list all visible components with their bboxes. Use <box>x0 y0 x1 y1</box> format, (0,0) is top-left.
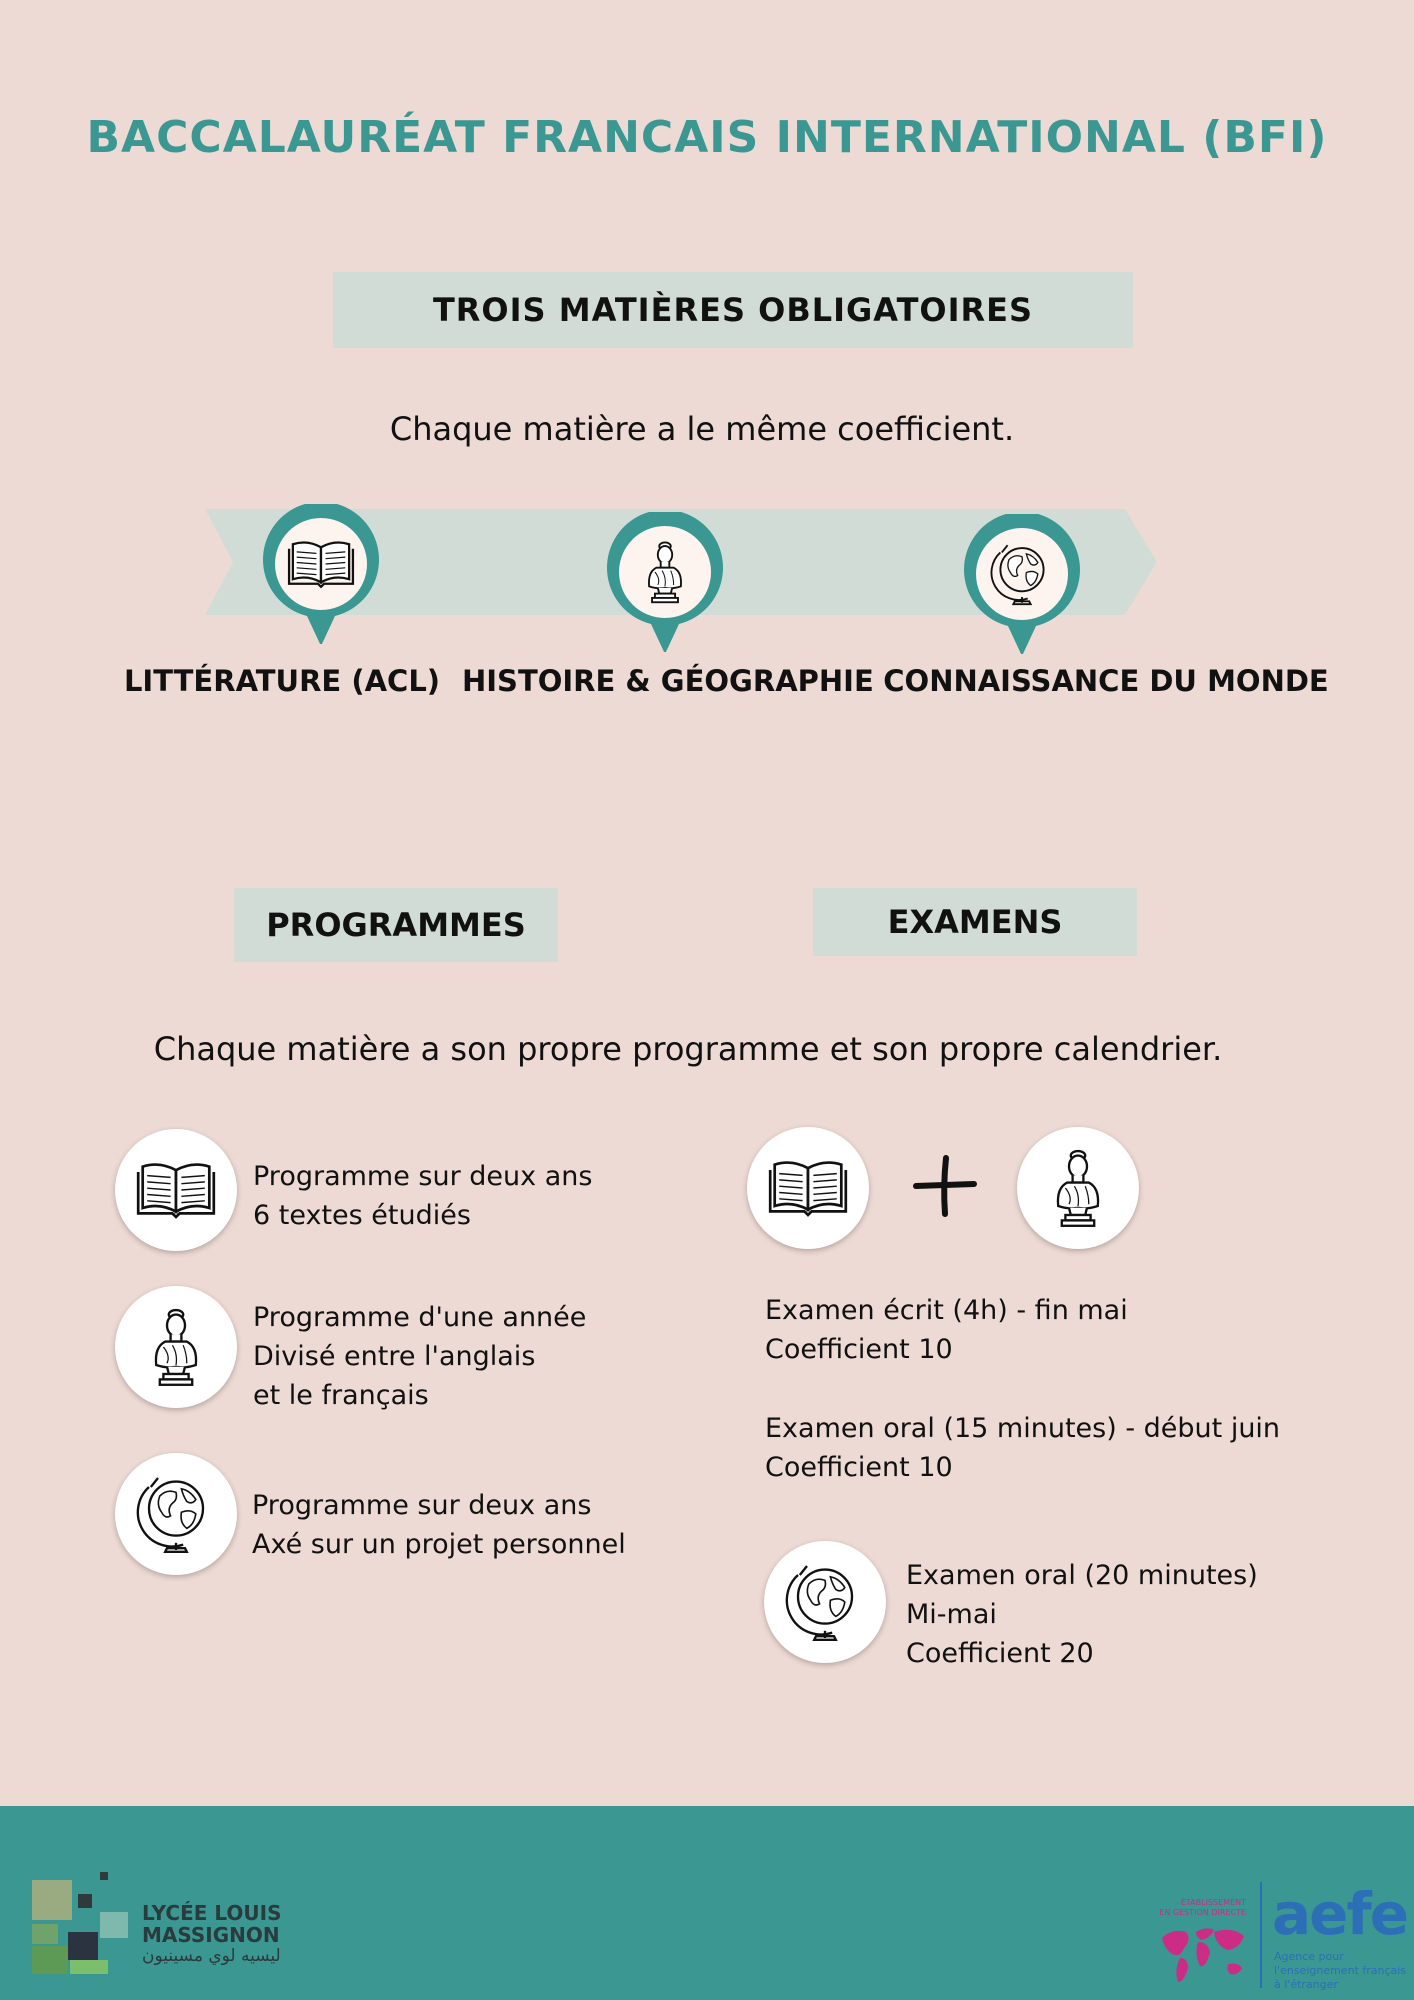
lycee-logo-text <box>142 1902 281 1966</box>
programme-line: Divisé entre l'anglais <box>253 1341 536 1372</box>
aefe-caption <box>1274 1950 1406 1992</box>
programme-line: 6 textes étudiés <box>253 1200 471 1231</box>
subject-label-litterature: LITTÉRATURE (ACL) <box>123 664 441 698</box>
programme-histoire <box>253 1298 586 1415</box>
globe-icon <box>115 1453 237 1575</box>
programme-line: Programme d'une année <box>253 1302 587 1333</box>
examen-line: Coefficient 10 <box>765 1334 953 1365</box>
programme-line: Programme sur deux ans <box>253 1161 593 1192</box>
logo-divider <box>1260 1882 1262 1988</box>
globe-icon <box>764 1541 886 1663</box>
book-icon <box>747 1127 869 1249</box>
book-icon <box>115 1129 237 1251</box>
programme-line: Programme sur deux ans <box>252 1490 592 1521</box>
school-name-line2: MASSIGNON <box>142 1923 280 1947</box>
aefe-logo: aefe <box>1272 1880 1408 1948</box>
examen-line: Coefficient 10 <box>765 1452 953 1483</box>
section-heading-examens: EXAMENS <box>813 888 1137 956</box>
bust-icon <box>115 1286 237 1408</box>
lycee-logo-mark <box>30 1872 130 1976</box>
examen-ecrit <box>765 1291 1128 1369</box>
programme-line: et le français <box>253 1380 429 1411</box>
section-heading-trois-matieres: TROIS MATIÈRES OBLIGATOIRES <box>333 272 1133 348</box>
school-name-arabic: ليسيه لوي مسينيون <box>142 1946 281 1966</box>
bust-icon <box>1017 1127 1139 1249</box>
examen-line: Examen écrit (4h) - fin mai <box>765 1295 1128 1326</box>
pin-litterature <box>261 504 381 644</box>
examen-line: Coefficient 20 <box>906 1638 1094 1669</box>
examen-line: Examen oral (15 minutes) - début juin <box>765 1413 1281 1444</box>
footer <box>0 1806 1414 2000</box>
page-title: BACCALAURÉAT FRANCAIS INTERNATIONAL (BFI) <box>86 112 1328 163</box>
aefe-line1: Agence pour <box>1274 1950 1344 1963</box>
section-heading-programmes: PROGRAMMES <box>234 888 558 962</box>
coefficient-note: Chaque matière a le même coefficient. <box>389 410 1015 448</box>
subject-label-histoire-geographie: HISTOIRE & GÉOGRAPHIE <box>462 664 874 698</box>
examen-line: Examen oral (20 minutes) <box>906 1560 1258 1591</box>
pin-connaissance-monde <box>962 514 1082 654</box>
etablissement-label <box>1140 1898 1246 1918</box>
aefe-line3: à l'étranger <box>1274 1978 1338 1991</box>
programme-monde <box>252 1486 626 1564</box>
etablissement-line2: EN GESTION DIRECTE <box>1159 1908 1246 1917</box>
programme-litterature <box>253 1157 592 1235</box>
subject-label-connaissance-monde: CONNAISSANCE DU MONDE <box>883 664 1329 698</box>
school-name-line1: LYCÉE LOUIS <box>142 1901 282 1925</box>
examen-line: Mi-mai <box>906 1599 997 1630</box>
examen-oral <box>765 1409 1280 1487</box>
programme-line: Axé sur un projet personnel <box>252 1529 626 1560</box>
etablissement-line1: ÉTABLISSEMENT <box>1180 1898 1246 1907</box>
world-map-icon <box>1158 1924 1246 1988</box>
pin-histoire-geographie <box>605 512 725 652</box>
plus-icon <box>910 1150 980 1220</box>
programme-note: Chaque matière a son propre programme et son propre calendrier. <box>153 1030 1223 1068</box>
examen-monde <box>906 1556 1258 1673</box>
aefe-line2: l'enseignement français <box>1274 1964 1407 1977</box>
